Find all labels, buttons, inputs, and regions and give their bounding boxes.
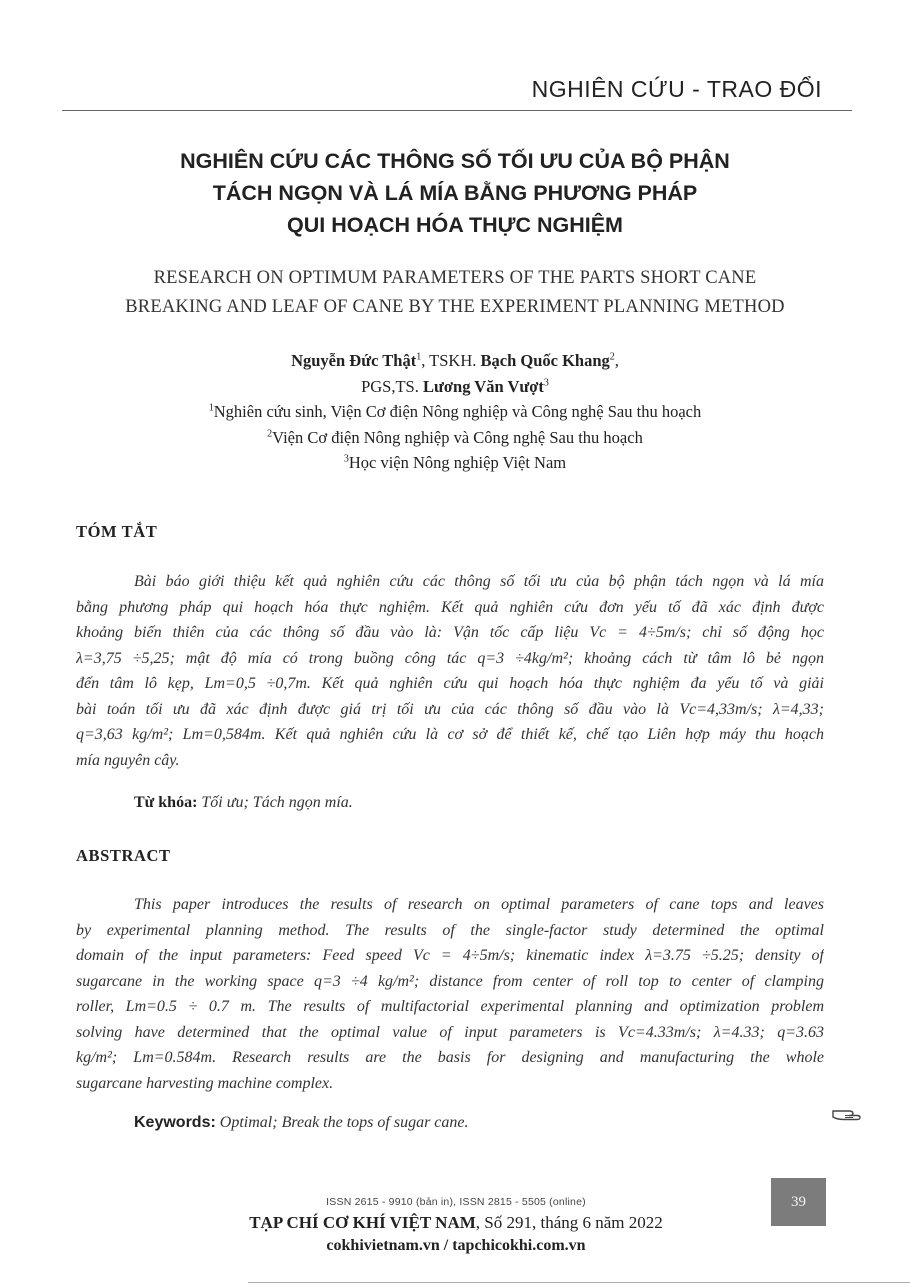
journal-line (236, 1213, 676, 1233)
paragraph-line: by experimental planning method. The results of the single-factor study determined the optimal (76, 921, 824, 939)
paragraph-line: bài toán tối ưu đã xác định được giá trị tối ưu của các thông số đầu vào là Vc=4,33m/s; λ=4,33; (76, 700, 824, 718)
affiliation-marker: 1 (208, 402, 214, 414)
author-line (0, 348, 910, 374)
paragraph-line: bằng phương pháp qui hoạch hóa thực nghiệm. Kết quả nghiên cứu đơn yếu tố đã xác định được (76, 598, 824, 616)
affiliation-text: Nghiên cứu sinh, Viện Cơ điện Nông nghiệp và Công nghệ Sau thu hoạch (213, 402, 702, 421)
author-name: Lương Văn Vượt (422, 376, 544, 396)
paragraph-line: Bài báo giới thiệu kết quả nghiên cứu các thông số tối ưu của bộ phận tách ngọn và lá mía (134, 573, 824, 590)
pointing-hand-icon (831, 1106, 861, 1124)
title-en-line: RESEARCH ON OPTIMUM PARAMETERS OF THE PARTS SHORT CANE (153, 268, 757, 288)
issn-line: ISSN 2615 - 9910 (bản in), ISSN 2815 - 5505 (online) (326, 1196, 586, 1208)
affiliation-marker: 3 (543, 377, 549, 388)
author-separator: , (614, 351, 619, 370)
author-name: Nguyễn Đức Thật (291, 351, 417, 370)
author-block (0, 348, 910, 476)
paragraph-line: mía nguyên cây. (76, 751, 180, 769)
author-line (0, 374, 910, 400)
journal-name: TẠP CHÍ CƠ KHÍ VIỆT NAM (249, 1213, 476, 1232)
title-en-line: BREAKING AND LEAF OF CANE BY THE EXPERIMENT PLANNING METHOD (125, 297, 785, 317)
affiliation-marker: 2 (267, 428, 273, 439)
paragraph-line: domain of the input parameters: Feed speed Vc = 4÷5m/s; kinematic index λ=3.75 ÷5.25; density of (76, 947, 824, 964)
paragraph-line: roller, Lm=0.5 ÷ 0.7 m. The results of multifactorial experimental planning and optimization problem (76, 998, 824, 1015)
paragraph-line: khoảng biến thiên của các thông số đầu vào là: Vận tốc cấp liệu Vc = 4÷5m/s; chỉ số động học (76, 624, 824, 641)
paragraph-line: kg/m²; Lm=0.584m. Research results are the basis for designing and manufacturing the whole (76, 1049, 824, 1066)
section-label: NGHIÊN CỨU - TRAO ĐỔI (531, 76, 822, 102)
scan-edge-line (248, 1282, 910, 1283)
tom-tat-heading: TÓM TẮT (76, 522, 158, 541)
journal-footer (236, 1196, 676, 1255)
author-title: PGS,TS. (361, 376, 423, 396)
paragraph-line: đến tâm lô kẹp, Lm=0,5 ÷0,7m. Kết quả nghiên cứu qui hoạch hóa thực nghiệm đa yếu tố và giải (76, 675, 824, 692)
paragraph-line: q=3,63 kg/m²; Lm=0,584m. Kết quả nghiên cứu là cơ sở để thiết kế, chế tạo Liên hợp máy thu hoạch (76, 726, 824, 743)
keywords-text: Optimal; Break the tops of sugar cane. (219, 1114, 469, 1131)
author-name: Bạch Quốc Khang (480, 351, 610, 370)
journal-websites: cokhivietnam.vn / tapchicokhi.com.vn (326, 1237, 586, 1254)
paragraph-line: sugarcane in the working space q=3 ÷4 kg/m²; distance from center of roll top to center of clamping (76, 972, 824, 990)
affiliation (0, 450, 910, 476)
affiliation-text: Học viện Nông nghiệp Việt Nam (348, 453, 567, 472)
paragraph-line: This paper introduces the results of research on optimal parameters of cane tops and leaves (134, 896, 824, 913)
keywords-en (134, 1114, 469, 1132)
header-divider (62, 110, 852, 111)
journal-issue: , Số 291, tháng 6 năm 2022 (475, 1213, 663, 1232)
paragraph-line: solving have determined that the optimal value of input parameters is Vc=4.33m/s; λ=4.33; q=3.63 (76, 1023, 824, 1041)
paragraph-line: sugarcane harvesting machine complex. (76, 1074, 334, 1092)
affiliation-text: Viện Cơ điện Nông nghiệp và Công nghệ Sau thu hoạch (272, 427, 643, 447)
tom-tat-paragraph (76, 569, 824, 773)
author-title: , TSKH. (421, 351, 481, 370)
page-number: 39 (771, 1178, 826, 1226)
affiliation-marker: 3 (343, 453, 349, 465)
title-vietnamese (0, 145, 910, 241)
affiliation (0, 425, 910, 451)
title-english (0, 264, 910, 322)
keywords-label: Từ khóa: (134, 794, 198, 811)
title-vi-line: NGHIÊN CỨU CÁC THÔNG SỐ TỐI ƯU CỦA BỘ PHẬN (180, 149, 730, 173)
title-vi-line: QUI HOẠCH HÓA THỰC NGHIỆM (287, 213, 623, 237)
affiliation-marker: 2 (609, 351, 615, 363)
abstract-heading: ABSTRACT (76, 846, 171, 865)
affiliation (0, 399, 910, 425)
affiliation-marker: 1 (416, 351, 422, 363)
title-vi-line: TÁCH NGỌN VÀ LÁ MÍA BẰNG PHƯƠNG PHÁP (212, 181, 698, 205)
keywords-label: Keywords: (134, 1114, 216, 1131)
abstract-paragraph (76, 892, 824, 1096)
paragraph-line: λ=3,75 ÷5,25; mật độ mía có trong buồng công tác q=3 ÷4kg/m²; khoảng cách từ tâm lô bẻ ngọn (76, 649, 824, 667)
keywords-vi (134, 794, 353, 812)
keywords-text: Tối ưu; Tách ngọn mía. (201, 794, 353, 811)
